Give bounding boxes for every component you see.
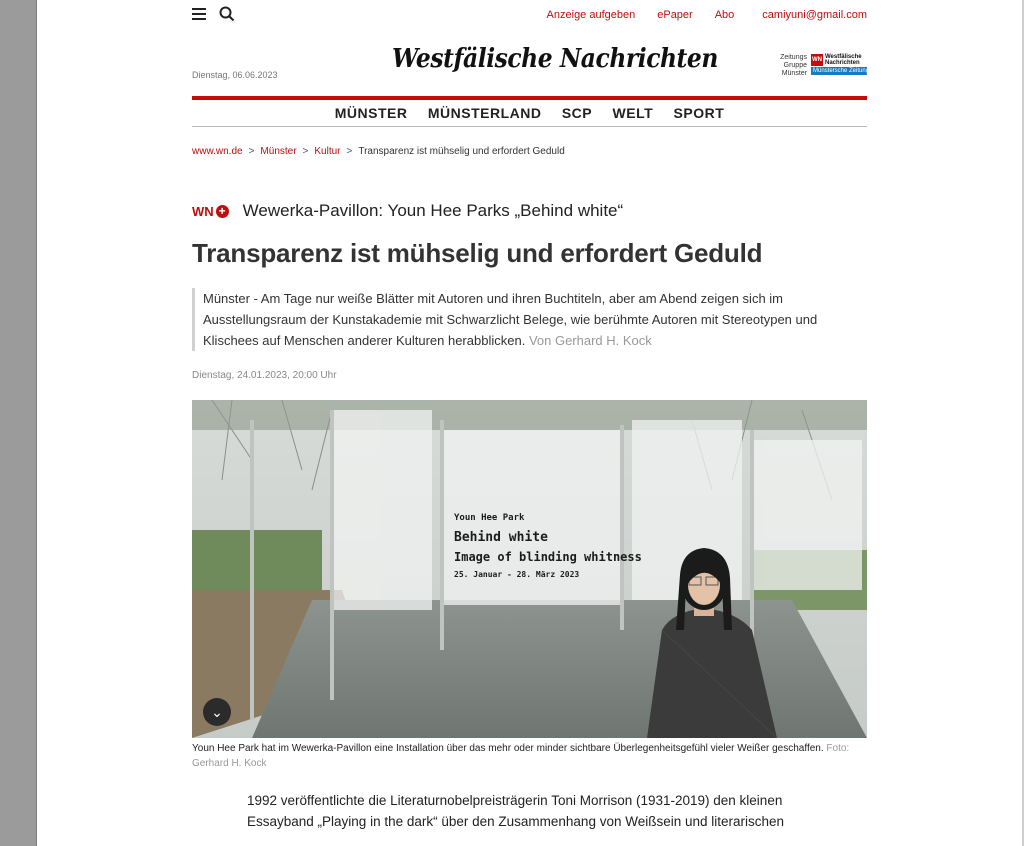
badge-subtitle: Münstersche Zeitung <box>813 68 870 74</box>
top-bar <box>192 0 867 32</box>
photo-text-subtitle: Image of blinding whitness <box>454 550 642 564</box>
author-byline[interactable]: Von Gerhard H. Kock <box>528 333 652 348</box>
wn-plus-label: WN <box>192 203 214 219</box>
wn-plus-badge <box>192 204 229 219</box>
window-left-gutter <box>0 0 37 846</box>
badge-name-1: Westfälische <box>825 54 862 60</box>
breadcrumb-kultur[interactable]: Kultur <box>314 146 341 157</box>
wn-badge-icon: WN <box>811 54 823 66</box>
article-teaser <box>192 288 867 351</box>
hamburger-menu-icon[interactable] <box>192 8 206 20</box>
group-line-2: Gruppe <box>783 62 807 69</box>
search-icon[interactable] <box>219 6 235 22</box>
main-nav <box>192 100 867 127</box>
photo-illustration <box>192 400 867 738</box>
photo-credit: Foto: Gerhard H. Kock <box>192 743 850 769</box>
article-body <box>247 790 827 832</box>
link-abo[interactable]: Abo <box>714 9 735 21</box>
photo-text-dates: 25. Januar - 28. März 2023 <box>454 570 580 579</box>
article-photo[interactable] <box>192 400 867 738</box>
link-anzeige-aufgeben[interactable]: Anzeige aufgeben <box>546 9 636 21</box>
group-line-1: Zeitungs <box>780 54 807 61</box>
breadcrumb-muenster[interactable]: Münster <box>260 146 297 157</box>
caption-text: Youn Hee Park hat im Wewerka-Pavillon eine Installation über das mehr oder minder sichtbare Überlegenheitsgefühl vieler Weißer geschaffen. <box>192 743 824 754</box>
site-logo[interactable]: Westfälische Nachrichten <box>392 44 718 74</box>
plus-icon: + <box>216 205 229 218</box>
nav-item-muenster[interactable]: MÜNSTER <box>334 105 408 121</box>
link-epaper[interactable]: ePaper <box>657 9 693 21</box>
nav-item-scp[interactable]: SCP <box>561 105 593 121</box>
publish-date: Dienstag, 24.01.2023, 20:00 Uhr <box>192 370 337 381</box>
nav-item-muensterland[interactable]: MÜNSTERLAND <box>427 105 542 121</box>
account-email-link[interactable]: camiyuni@gmail.com <box>762 9 867 21</box>
photo-caption <box>192 741 867 771</box>
article-kicker <box>192 200 867 222</box>
nav-item-sport[interactable]: SPORT <box>673 105 725 121</box>
article-page <box>37 0 1022 846</box>
current-date: Dienstag, 06.06.2023 <box>192 70 278 80</box>
zeitungsgruppe-logo[interactable] <box>780 54 870 78</box>
photo-text-title: Behind white <box>454 530 548 545</box>
photo-text-artist: Youn Hee Park <box>454 513 525 523</box>
breadcrumb-home[interactable]: www.wn.de <box>192 146 243 157</box>
body-paragraph-line-1: 1992 veröffentlichte die Literaturnobelpreisträgerin Toni Morrison (1931-2019) den kleinen <box>247 793 783 808</box>
kicker-text: Wewerka-Pavillon: Youn Hee Parks „Behind white“ <box>242 201 624 220</box>
body-paragraph-line-2: Essayband „Playing in the dark“ über den Zusammenhang von Weißsein und literarischen <box>247 814 785 829</box>
article-headline: Transparenz ist mühselig und erfordert Geduld <box>192 238 763 268</box>
expand-photo-icon[interactable]: ⌄ <box>203 698 231 726</box>
breadcrumb: www.wn.de > Münster > Kultur > Transparenz ist mühselig und erfordert Geduld <box>192 146 565 157</box>
masthead <box>192 40 870 92</box>
breadcrumb-current: Transparenz ist mühselig und erfordert Geduld <box>358 146 565 157</box>
badge-name-2: Nachrichten <box>825 60 860 66</box>
group-line-3: Münster <box>781 70 807 77</box>
nav-item-welt[interactable]: WELT <box>612 105 654 121</box>
teaser-text: Münster - Am Tage nur weiße Blätter mit Autoren und ihren Buchtiteln, aber am Abend zeigen sich im Ausstellungsraum der Kunstakademie mit Schwarzlicht Belege, wie berühmte Autoren mit Stereotypen und Klischees auf Menschen anderer Kulturen herabblicken. <box>203 291 818 348</box>
top-links <box>525 9 867 21</box>
